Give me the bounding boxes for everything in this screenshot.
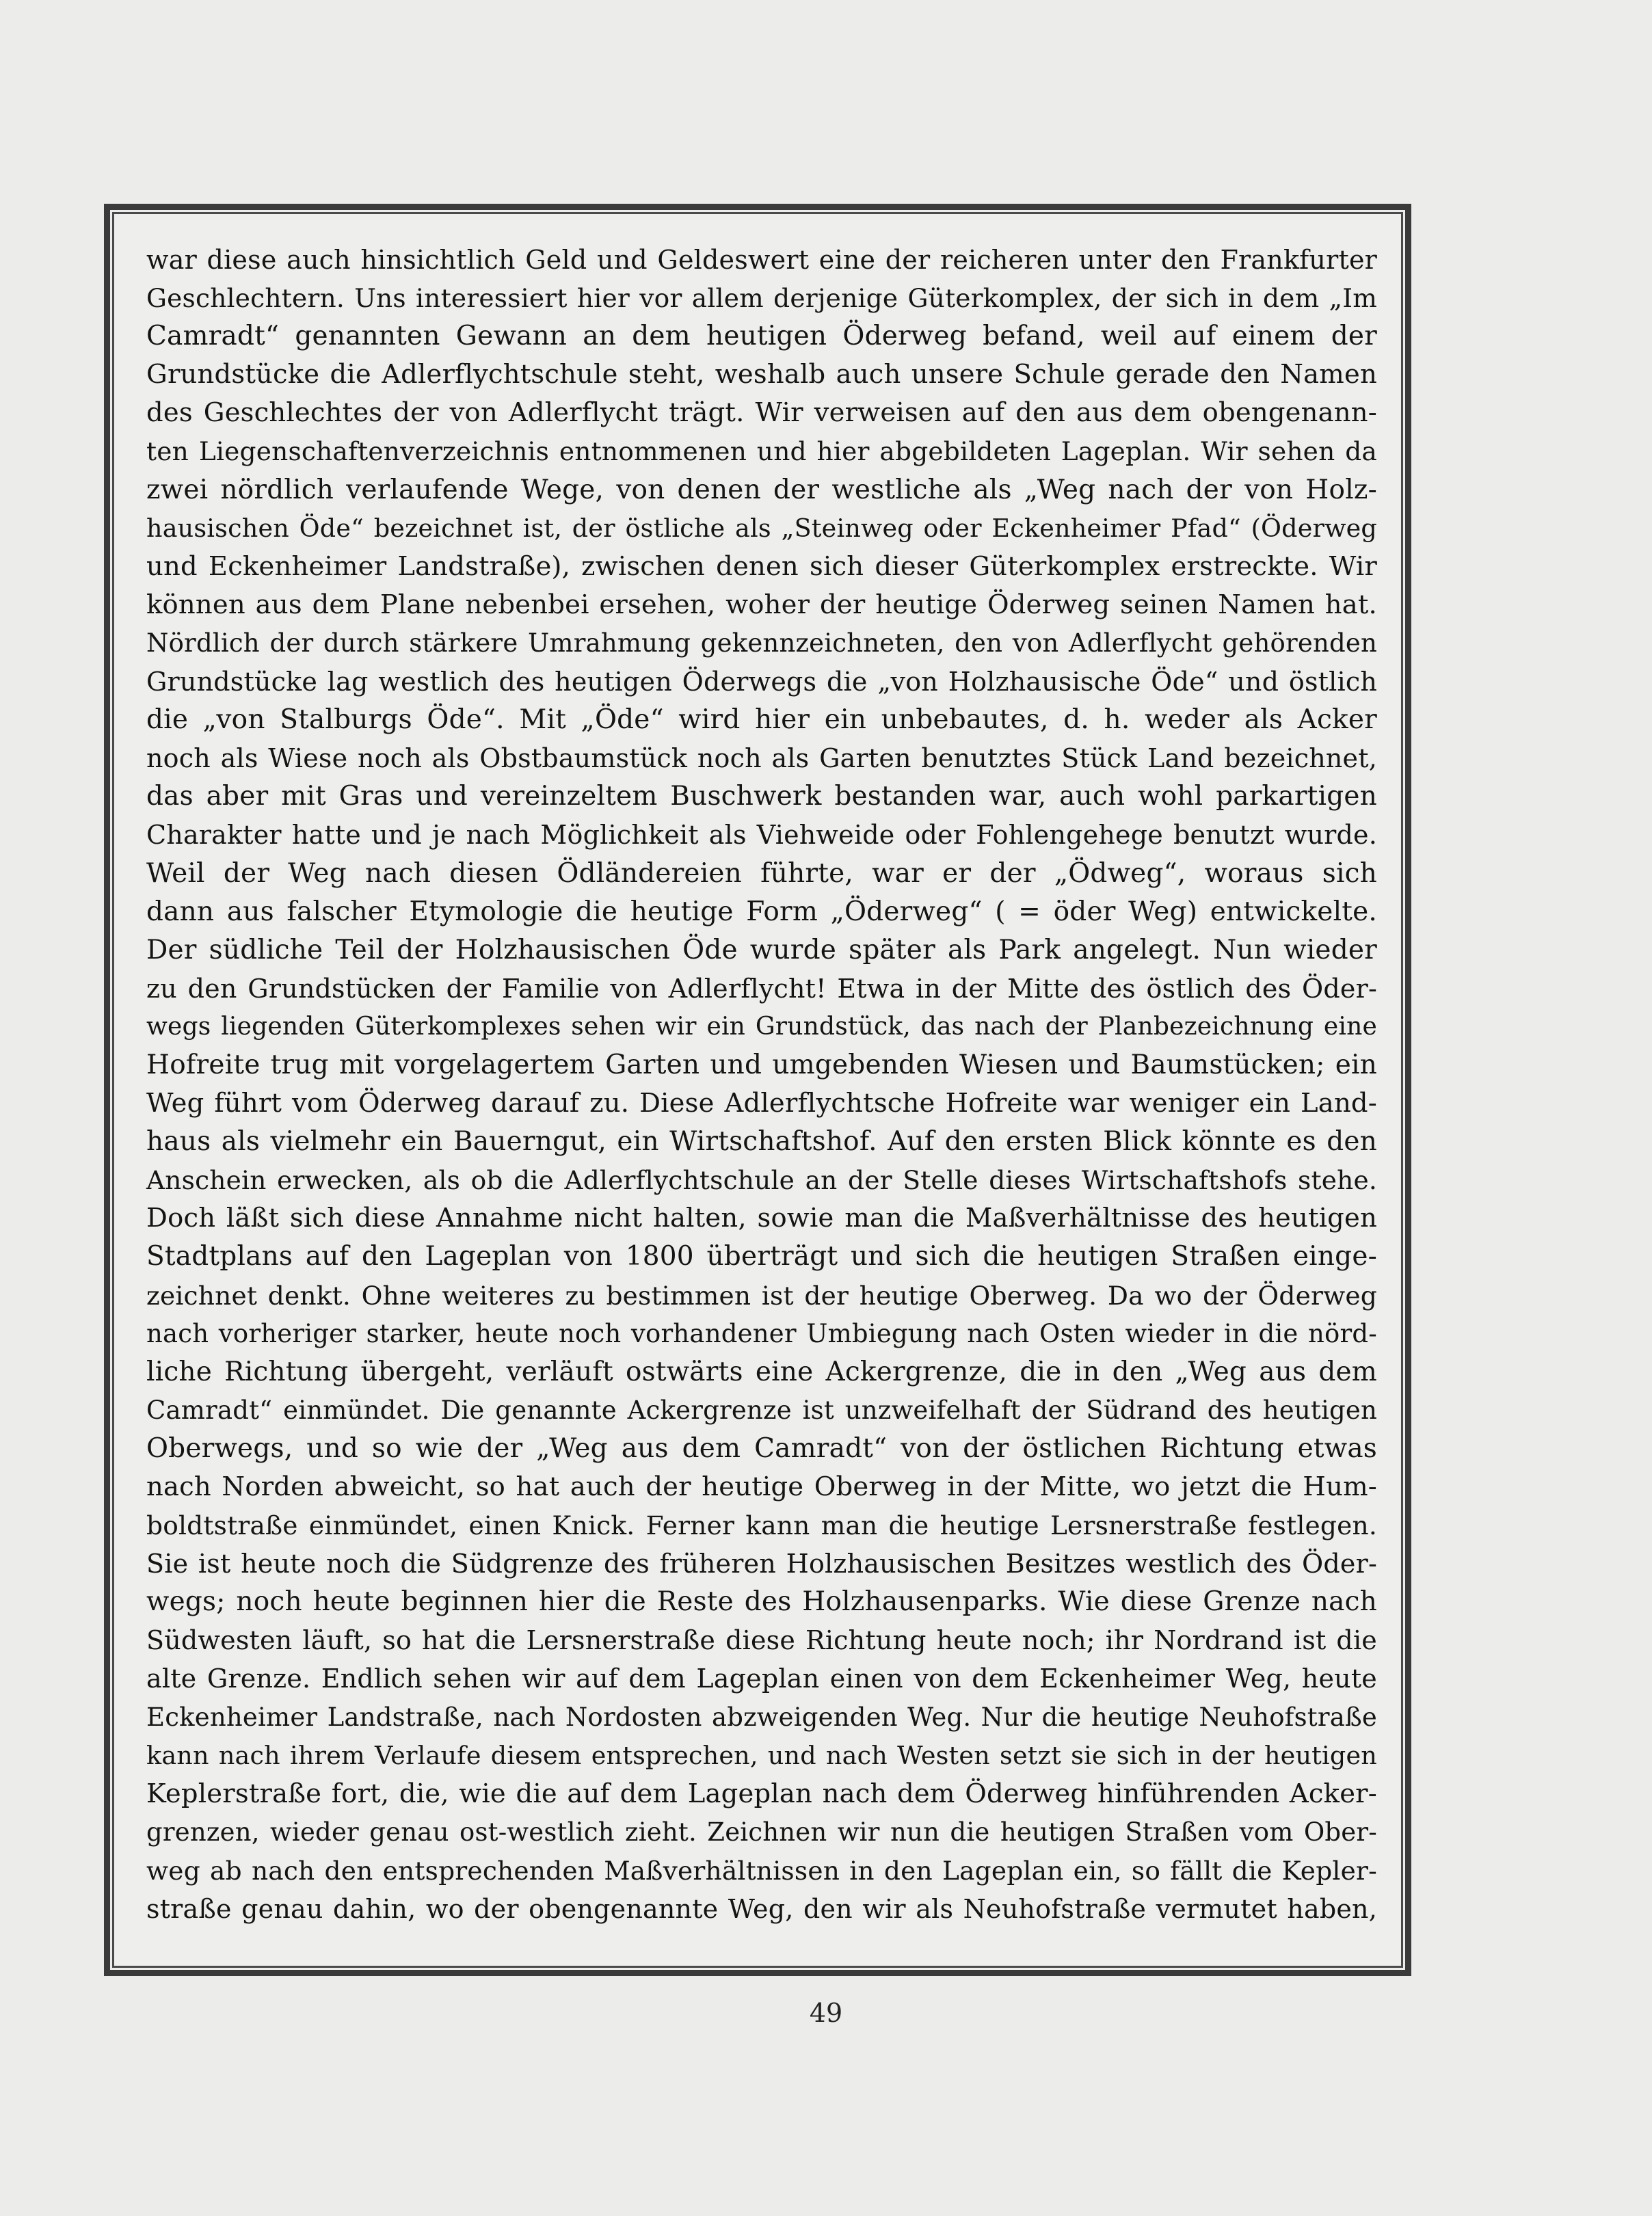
text-line: hausischen Öde“ bezeichnet ist, der östliche als „Steinweg oder Eckenheimer Pfad“ (Öderweg (146, 513, 1377, 543)
text-line: Grundstücke die Adlerflychtschule steht, weshalb auch unsere Schule gerade den Namen (146, 359, 1377, 390)
text-line: zeichnet denkt. Ohne weiteres zu bestimmen ist der heutige Oberweg. Da wo der Öderweg (146, 1280, 1377, 1311)
text-line: straße genau dahin, wo der obengenannte Weg, den wir als Neuhofstraße vermutet haben, (146, 1894, 1377, 1925)
text-line: ten Liegenschaftenverzeichnis entnommenen und hier abgebildeten Lageplan. Wir sehen da (146, 436, 1377, 467)
text-line: Sie ist heute noch die Südgrenze des früheren Holzhausischen Besitzes westlich des Öder- (146, 1549, 1377, 1579)
text-line: alte Grenze. Endlich sehen wir auf dem Lageplan einen von dem Eckenheimer Weg, heute (146, 1664, 1377, 1694)
text-line: Nördlich der durch stärkere Umrahmung gekennzeichneten, den von Adlerflycht gehörenden (146, 628, 1377, 658)
text-line: können aus dem Plane nebenbei ersehen, woher der heutige Öderweg seinen Namen hat. (146, 589, 1377, 620)
text-line: grenzen, wieder genau ost-westlich zieht. Zeichnen wir nun die heutigen Straßen vom Ober- (146, 1817, 1377, 1847)
text-line: nach vorheriger starker, heute noch vorhandener Umbiegung nach Osten wieder in die nörd- (146, 1318, 1377, 1348)
text-line: Keplerstraße fort, die, wie die auf dem Lageplan nach dem Öderweg hinführenden Acker- (146, 1778, 1377, 1809)
text-line: boldtstraße einmündet, einen Knick. Ferner kann man die heutige Lersnerstraße festlegen. (146, 1510, 1377, 1541)
page-number: 49 (809, 1998, 843, 2028)
text-line: zu den Grundstücken der Familie von Adlerflycht! Etwa in der Mitte des östlich des Öder- (146, 973, 1377, 1004)
text-line: Charakter hatte und je nach Möglichkeit als Viehweide oder Fohlengehege benutzt wurde. (146, 820, 1377, 851)
text-line: die „von Stalburgs Öde“. Mit „Öde“ wird hier ein unbebautes, d. h. weder als Acker (146, 704, 1377, 736)
text-line: Camradt“ einmündet. Die genannte Ackergrenze ist unzweifelhaft der Südrand des heutigen (146, 1395, 1377, 1425)
text-line: wegs; noch heute beginnen hier die Reste des Holzhausenparks. Wie diese Grenze nach (146, 1586, 1377, 1618)
text-line: das aber mit Gras und vereinzeltem Buschwerk bestanden war, auch wohl parkartigen (146, 781, 1377, 812)
text-line: Anschein erwecken, als ob die Adlerflychtschule an der Stelle dieses Wirtschaftshofs stehe. (146, 1165, 1377, 1196)
text-line: Stadtplans auf den Lageplan von 1800 überträgt und sich die heutigen Straßen einge- (146, 1241, 1377, 1272)
text-line: wegs liegenden Güterkomplexes sehen wir ein Grundstück, das nach der Planbezeichnung eine (146, 1012, 1377, 1041)
text-line: noch als Wiese noch als Obstbaumstück noch als Garten benutztes Stück Land bezeichnet, (146, 743, 1377, 774)
text-line: und Eckenheimer Landstraße), zwischen denen sich dieser Güterkomplex erstreckte. Wir (146, 550, 1377, 582)
text-line: nach Norden abweicht, so hat auch der heutige Oberweg in der Mitte, wo jetzt die Hum- (146, 1471, 1377, 1502)
text-line: war diese auch hinsichtlich Geld und Geldeswert eine der reicheren unter den Frankfurter (146, 245, 1377, 275)
text-line: Weil der Weg nach diesen Ödländereien führte, war er der „Ödweg“, woraus sich (146, 857, 1377, 889)
text-line: dann aus falscher Etymologie die heutige Form „Öderweg“ ( = öder Weg) entwickelte. (146, 896, 1377, 927)
text-line: weg ab nach den entsprechenden Maßverhältnissen in den Lageplan ein, so fällt die Kepler- (146, 1855, 1377, 1886)
text-line: Südwesten läuft, so hat die Lersnerstraße diese Richtung heute noch; ihr Nordrand ist die (146, 1625, 1377, 1656)
text-line: Doch läßt sich diese Annahme nicht halten, sowie man die Maßverhältnisse des heutigen (146, 1203, 1377, 1234)
text-line: Hofreite trug mit vorgelagertem Garten und umgebenden Wiesen und Baumstücken; ein (146, 1049, 1377, 1080)
text-line: Weg führt vom Öderweg darauf zu. Diese Adlerflychtsche Hofreite war weniger ein Land- (146, 1088, 1377, 1119)
text-line: zwei nördlich verlaufende Wege, von denen der westliche als „Weg nach der von Holz- (146, 474, 1377, 505)
text-line: Camradt“ genannten Gewann an dem heutigen Öderweg befand, weil auf einem der (146, 321, 1377, 352)
text-line: Eckenheimer Landstraße, nach Nordosten abzweigenden Weg. Nur die heutige Neuhofstraße (146, 1702, 1377, 1732)
text-line: haus als vielmehr ein Bauerngut, ein Wirtschaftshof. Auf den ersten Blick könnte es den (146, 1126, 1377, 1158)
text-line: Der südliche Teil der Holzhausischen Öde wurde später als Park angelegt. Nun wieder (146, 934, 1377, 965)
text-line: kann nach ihrem Verlaufe diesem entsprechen, und nach Westen setzt sie sich in der heutigen (146, 1740, 1377, 1770)
text-line: Geschlechtern. Uns interessiert hier vor allem derjenige Güterkomplex, der sich in dem „Im (146, 283, 1377, 314)
body-text (146, 241, 1377, 1928)
text-line: liche Richtung übergeht, verläuft ostwärts eine Ackergrenze, die in den „Weg aus dem (146, 1356, 1377, 1387)
text-line: Oberwegs, und so wie der „Weg aus dem Camradt“ von der östlichen Richtung etwas (146, 1432, 1377, 1464)
text-line: Grundstücke lag westlich des heutigen Öderwegs die „von Holzhausische Öde“ und östlich (146, 667, 1377, 697)
text-line: des Geschlechtes der von Adlerflycht trägt. Wir verweisen auf den aus dem obengenann- (146, 397, 1377, 429)
